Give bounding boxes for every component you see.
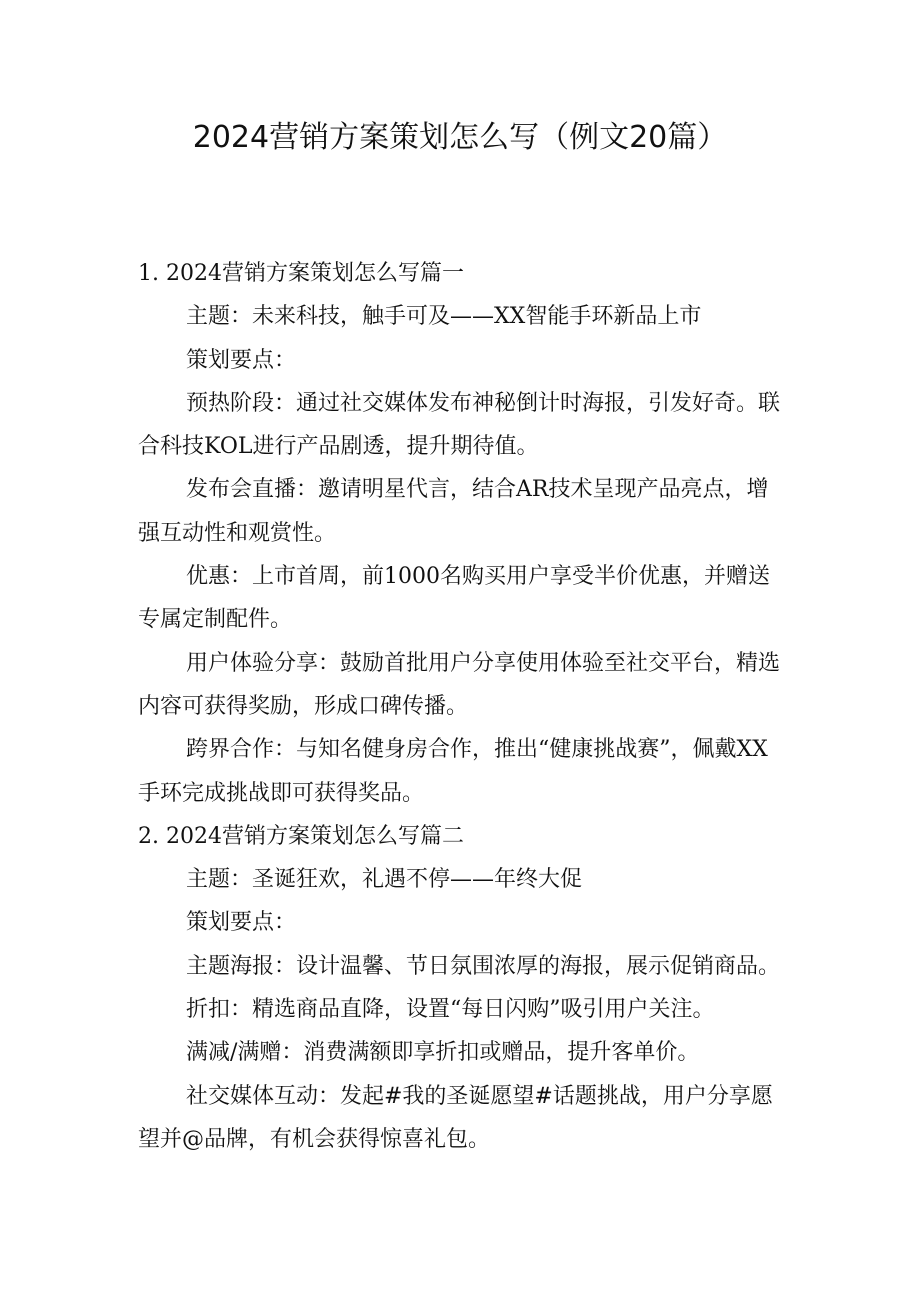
section-2-key-points-label: 策划要点：	[186, 910, 297, 936]
section-2-social-paragraph: 社交媒体互动：发起#我的圣诞愿望#话题挑战，用户分享愿望并@品牌，有机会获得惊喜礼包。	[138, 1083, 773, 1152]
section-1-theme: 主题：未来科技，触手可及——XX智能手环新品上市	[186, 304, 702, 330]
section-1-key-points-label: 策划要点：	[186, 347, 297, 373]
document-body	[138, 252, 786, 1161]
section-2-discount-paragraph: 折扣：精选商品直降，设置“每日闪购”吸引用户关注。	[186, 997, 715, 1023]
document-title: 2024营销方案策划怎么写（例文20篇）	[192, 120, 728, 155]
section-1-crossover-paragraph: 跨界合作：与知名健身房合作，推出“健康挑战赛”，佩戴XX手环完成挑战即可获得奖品。	[138, 737, 768, 806]
section-2-theme: 主题：圣诞狂欢，礼遇不停——年终大促	[186, 867, 583, 893]
section-1-launch-live-paragraph: 发布会直播：邀请明星代言，结合AR技术呈现产品亮点，增强互动性和观赏性。	[138, 477, 769, 546]
section-1-user-experience-paragraph: 用户体验分享：鼓励首批用户分享使用体验至社交平台，精选内容可获得奖励，形成口碑传播。	[138, 650, 781, 719]
section-heading-2: 2. 2024营销方案策划怎么写篇二	[138, 823, 464, 849]
section-heading-1: 1. 2024营销方案策划怎么写篇一	[138, 261, 464, 286]
section-1-discount-paragraph: 优惠：上市首周，前1000名购买用户享受半价优惠，并赠送专属定制配件。	[138, 564, 770, 633]
section-1-preheat-paragraph: 预热阶段：通过社交媒体发布神秘倒计时海报，引发好奇。联合科技KOL进行产品剧透，提升期待值。	[138, 390, 781, 460]
section-2-full-reduction-paragraph: 满减/满赠：消费满额即享折扣或赠品，提升客单价。	[186, 1040, 700, 1066]
section-2-poster-paragraph: 主题海报：设计温馨、节日氛围浓厚的海报，展示促销商品。	[186, 953, 781, 979]
